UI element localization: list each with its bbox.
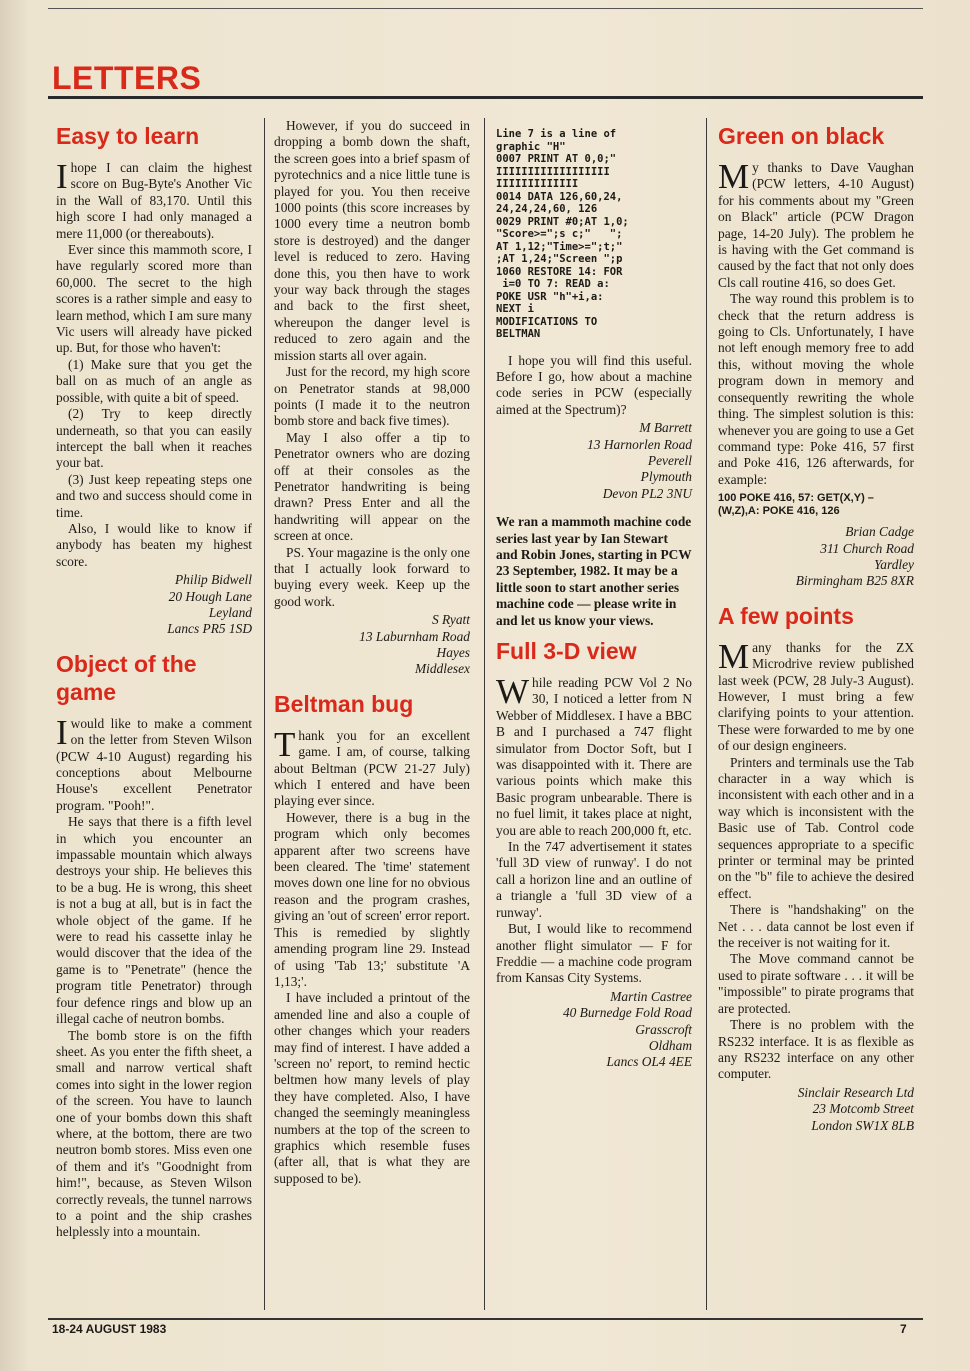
letter-title-beltman-bug: Beltman bug — [274, 690, 414, 717]
drop-cap: T — [274, 724, 296, 764]
letter-title-green-on-black: Green on black — [718, 123, 885, 149]
letter-paragraph: While reading PCW Vol 2 No 30, I noticed a letter from N Webber of Middlesex. I have a BBC B and I purchased a 747 flight simulator from Doctor Soft, but I was disappointed with it. There are various points which make this Basic program unbearable. There is no fuel limit, it takes place at night, you are able to reach 200,000 ft, etc. — [496, 672, 692, 838]
letter-paragraph: PS. Your magazine is the only one that I actually look forward to buying every week. Keep up the good work. — [274, 544, 470, 609]
letter-paragraph: The way round this problem is to check that the return address is going to Cls. Unfortunately, I have not left enough memory free to add this, without moving the whole program down in memory and consequently rewriting the whole thing. The simplest solution is this: whenever you are going to use a Get command type: Poke 416, 57 first and Poke 416, 126 afterwards, for example: — [718, 291, 914, 487]
letter-paragraph: He says that there is a fifth level in which you encounter an impassable mountain which always destroys your ship. He believes this to be a bug. He is wrong, this sheet is not a bug at all, but is in fact the whole object of the game. If he were to read his cassette inlay he would discover that the idea of the game is to "Penetrate" (hence the program title Penetrator) through four defence rings and blow up an illegal cache of neutron bombs. — [56, 814, 252, 1027]
letter-title-easy-to-learn: Easy to learn — [56, 123, 200, 149]
letter-paragraph: I would like to make a comment on the letter from Steven Wilson (PCW 4-10 August) regarding his conceptions about Melbourne House's excellent Penetrator program. "Pooh!". — [56, 712, 252, 813]
section-title: LETTERS — [52, 60, 202, 96]
letter-title-a-few-points: A few points — [718, 602, 854, 629]
drop-cap: M — [718, 157, 750, 196]
signature: Sinclair Research Ltd 23 Motcomb Street London SW1X 8LB — [797, 1084, 914, 1133]
signature: M Barrett 13 Harnorlen Road Peverell Plymouth Devon PL2 3NU — [587, 420, 692, 501]
letter-paragraph: Also, I would like to know if anybody has beaten my highest score. — [56, 520, 252, 569]
letter-paragraph: My thanks to Dave Vaughan (PCW letters, 4-10 August) for his comments about my "Green on Black" article (PCW Dragon page, 14-20 July). The problem he is having with the Get command is caused by the fact that not only does Cls call routine 416, so does Get. — [718, 157, 914, 290]
code-listing-poke: 100 POKE 416, 57: GET(X,Y) – (W,Z),A: POKE 416, 126 — [718, 492, 874, 518]
signature: S Ryatt 13 Laburnham Road Hayes Middlesex — [359, 612, 470, 677]
issue-date: 18-24 AUGUST 1983 — [52, 1322, 167, 1336]
letter-paragraph: In the 747 advertisement it states 'full 3D view of runway'. I do not call a horizon line and an outline of a triangle a 'full 3D view of a runway'. — [496, 839, 692, 920]
drop-cap: M — [718, 636, 750, 676]
signature: Martin Castree 40 Burnedge Fold Road Grasscroft Oldham Lancs OL4 4EE — [562, 988, 692, 1070]
signature: Brian Cadge 311 Church Road Yardley Birmingham B25 8XR — [795, 524, 914, 589]
column-divider — [484, 118, 485, 1310]
letter-paragraph: However, there is a bug in the program which only becomes apparent after two screens have been cleared. The 'time' statement moves down one line for no obvious reason and the program crashes, giving an 'out of screen' error report. This is remedied by slightly amending program line 29. Instead of using 'Tab 13;' substitute 'A 1,13;'. — [274, 809, 470, 989]
editor-reply: We ran a mammoth machine code series last year by Ian Stewart and Robin Jones, starting in PCW 23 September, 1982. It may be a little soon to start another series machine code — please write in and let us know your views. — [496, 514, 692, 628]
signature: Philip Bidwell 20 Hough Lane Leyland Lancs PR5 1SD — [167, 572, 252, 637]
letter-paragraph: The bomb store is on the fifth sheet. As you enter the fifth sheet, a small and narrow vertical shaft comes into sight in the lower region of the screen. You have to launch one of your bombs down this shaft where, at the bottom, there are two neutron bomb stores. Miss even one of them and it's "Goodnight from him!", because, as Steven Wilson correctly reveals, the tunnel narrows to a point and the ship crashes helplessly into a mountain. — [56, 1027, 252, 1240]
column-divider — [706, 118, 707, 1310]
letter-paragraph: Just for the record, my high score on Penetrator stands at 98,000 points (I made it to the neutron bomb store and back five times). — [274, 364, 470, 429]
letter-paragraph: May I also offer a tip to Penetrator owners who are dozing off at their consoles as the Penetrator handwriting is being drawn? Press Enter and all the handwriting will appear on the screen at once. — [274, 429, 470, 544]
letter-paragraph: I have included a printout of the amended line and also a couple of other changes which your readers may find of interest. I have added a 'screen no' report, to remind hectic beltmen how many levels of play they have completed. Also, I have changed the seemingly meaningless numbers at the top of the screen to graphics which resemble fuses (after all, that is what they are supposed to be). — [274, 990, 470, 1186]
footer-rule — [48, 1318, 923, 1320]
letter-paragraph: Ever since this mammoth score, I have regularly scored more than 60,000. The secret to the high scores is a rather simple and easy to learn method, which I am sure many Vic users will already have picked up. But, for those who haven't: — [56, 242, 252, 356]
letter-title-object-of-the-game: Object of the game — [56, 650, 197, 705]
letter-paragraph: But, I would like to recommend another flight simulator — F for Freddie — a machine code program from Kansas City Systems. — [496, 921, 692, 986]
top-rule — [48, 0, 923, 9]
letter-paragraph: (3) Just keep repeating steps one and two and success should come in time. — [56, 471, 252, 520]
drop-cap: I — [56, 157, 68, 196]
letter-paragraph: Many thanks for the ZX Microdrive review published last week (PCW, 28 July-3 August). However, I must bring a few clarifying points to your attention. These were forwarded to me by one of our design engineers. — [718, 636, 914, 754]
page-number: 7 — [900, 1322, 907, 1336]
letter-paragraph: However, if you do succeed in dropping a bomb down the shaft, the screen goes into a brief spasm of pyrotechnics and a nice little tune is played for you. You then receive 1000 points (this score increases by 1000 every time a neutron bomb store is destroyed) and the danger level is reduced to zero. Having done this, you then have to work your way back through the stages and back to the first sheet, whereupon the danger level is reduced to zero again and the mission starts all over again. — [274, 118, 470, 363]
letter-paragraph: (2) Try to keep directly underneath, so that you can easily intercept the ball when it reaches your bat. — [56, 406, 252, 471]
letter-paragraph: There is no problem with the RS232 interface. It is as flexible as any RS232 interface on any other computer. — [718, 1017, 914, 1082]
letter-paragraph: I hope I can claim the highest score on Bug-Byte's Another Vic in the Wall of 83,170. Until this high score I had only managed a mere 11,000 (or thereabouts). — [56, 157, 252, 241]
column-4 — [718, 118, 914, 1146]
drop-cap: W — [496, 672, 530, 711]
column-3 — [496, 118, 692, 1083]
drop-cap: I — [56, 712, 68, 752]
letter-title-full-3d-view: Full 3-D view — [496, 638, 637, 664]
letter-paragraph: (1) Make sure that you get the ball on as much of an angle as possible, with quite a bit of speed. — [56, 356, 252, 405]
letter-paragraph: I hope you will find this useful. Before I go, how about a machine code series in PCW (especially aimed at the Spectrum)? — [496, 352, 692, 417]
column-1 — [56, 118, 252, 1241]
column-divider — [264, 118, 265, 1310]
letter-paragraph: Printers and terminals use the Tab character in a way which is inconsistent with each other and in a way which is inconsistent with the Basic use of Tab. Control code sequences appropriate to a specific printer or terminal may be printed on the "b" file to achieve the desired effect. — [718, 754, 914, 901]
letter-paragraph: There is "handshaking" on the Net . . . data cannot be lost even if the receiver is not waiting for it. — [718, 902, 914, 951]
column-2 — [274, 118, 470, 1187]
header-rule — [48, 96, 923, 99]
letter-paragraph: Thank you for an excellent game. I am, of course, talking about Beltman (PCW 21-27 July) which I entered and have been playing ever since. — [274, 724, 470, 809]
code-listing-beltman: Line 7 is a line of graphic "H" 0007 PRINT AT 0,0;" IIIIIIIIIIIIIIIIII IIIIIIIIIIIII 0014 DATA 126,60,24, 24,24,24,60, 126 0029 PRINT #0;AT 1,0; "Score>=";s c;" "; AT 1,12;"Time>=";t;" ;AT 1,24;"Screen ";p 1060 RESTORE 14: FOR i=0 TO 7: READ a: POKE USR "h"+i,a: NEXT i MODIFICATIONS TO BELTMAN — [496, 128, 629, 340]
letter-paragraph: The Move command cannot be used to pirate software . . . it will be "impossible" to pirate programs that are protected. — [718, 951, 914, 1016]
